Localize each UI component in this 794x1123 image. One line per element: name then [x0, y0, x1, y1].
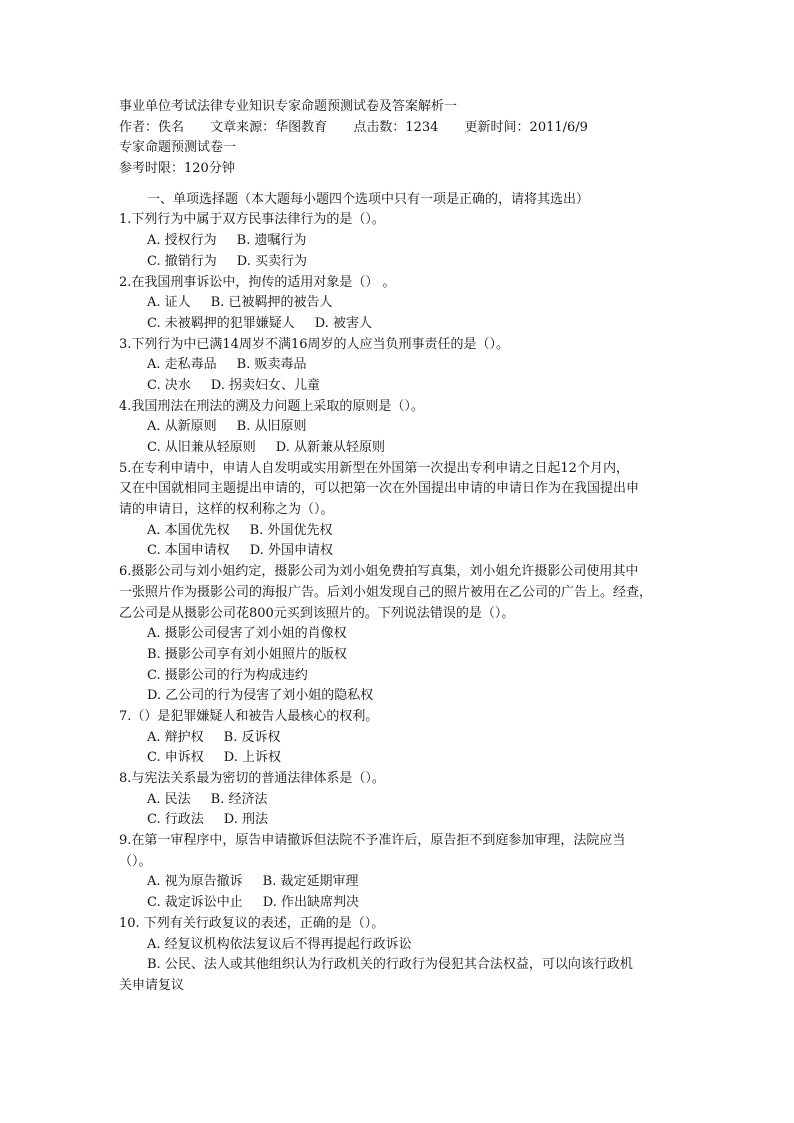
document-title: 事业单位考试法律专业知识专家命题预测试卷及答案解析一 — [119, 99, 458, 114]
answer-option: A. 经复议机构依法复议后不得再提起行政诉讼 — [147, 936, 412, 952]
option-row — [119, 955, 681, 976]
time-limit: 参考时限：120分钟 — [119, 161, 235, 177]
option-row — [119, 293, 681, 314]
option-row — [119, 686, 681, 707]
question-item — [119, 831, 681, 914]
answer-option: C. 行政法 — [147, 812, 204, 828]
answer-option: A. 授权行为 — [147, 233, 217, 249]
answer-option: B. 公民、法人或其他组织认为行政机关的行政行为侵犯其合法权益，可以向该行政机 — [147, 957, 633, 973]
option-row — [119, 417, 681, 438]
answer-option: B. 贩卖毒品 — [236, 357, 307, 373]
option-row — [119, 645, 681, 666]
question-stem-line: 8.与宪法关系最为密切的普通法律体系是（）。 — [119, 771, 385, 786]
option-row — [119, 872, 681, 893]
question-stem-line: 10. 下列有关行政复议的表述，正确的是（）。 — [119, 915, 385, 931]
question-item — [119, 769, 681, 831]
question-item — [119, 210, 681, 272]
answer-option: B. 经济法 — [210, 791, 268, 807]
option-row — [119, 541, 681, 562]
option-row — [119, 893, 681, 914]
question-item — [119, 707, 681, 769]
answer-option: D. 乙公司的行为侵害了刘小姐的隐私权 — [147, 688, 374, 704]
answer-option: D. 外国申请权 — [249, 543, 333, 559]
question-item — [119, 335, 681, 397]
answer-option: B. 裁定延期审理 — [262, 874, 359, 890]
question-item — [119, 914, 681, 997]
option-row — [119, 624, 681, 645]
option-row — [119, 252, 681, 273]
option-row — [119, 810, 681, 831]
question-list — [119, 210, 681, 996]
question-stem-line: 4.我国刑法在刑法的溯及力问题上采取的原则是（）。 — [119, 398, 424, 414]
answer-option: D. 从新兼从轻原则 — [275, 440, 385, 455]
source-text: 文章来源：华图教育 — [210, 119, 328, 135]
answer-option: B. 从旧原则 — [236, 419, 307, 435]
question-item — [119, 459, 681, 562]
option-row — [119, 355, 681, 376]
update-time: 更新时间：2011/6/9 — [464, 119, 588, 135]
question-stem-line: 乙公司是从摄影公司花800元买到该照片的。下列说法错误的是（）。 — [119, 605, 515, 621]
answer-option: A. 从新原则 — [147, 419, 217, 435]
option-row — [119, 314, 681, 335]
answer-option: D. 刑法 — [223, 812, 268, 828]
question-stem-line: （）。 — [119, 853, 152, 869]
question-stem-line: 3.下列行为中已满14周岁不满16周岁的人应当负刑事责任的是（）。 — [119, 336, 509, 352]
option-row — [119, 935, 681, 956]
question-stem-line: 6.摄影公司与刘小姐约定，摄影公司为刘小姐免费拍写真集，刘小姐允许摄影公司使用其中 — [119, 564, 639, 580]
option-row — [119, 748, 681, 769]
author-text: 作者：佚名 — [119, 119, 185, 135]
paper-subtitle: 专家命题预测试卷一 — [119, 140, 237, 156]
option-row — [119, 728, 681, 749]
article-meta — [119, 118, 681, 139]
option-continuation: 关申请复议 — [119, 977, 185, 993]
answer-option: A. 民法 — [147, 791, 191, 807]
answer-option: B. 已被羁押的被告人 — [210, 295, 333, 311]
question-stem-line: 1.下列行为中属于双方民事法律行为的是（）。 — [119, 212, 385, 228]
answer-option: C. 裁定诉讼中止 — [147, 895, 243, 911]
section-heading: 一、单项选择题（本大题每小题四个选项中只有一项是正确的，请将其选出） — [147, 191, 590, 207]
option-row — [119, 376, 681, 397]
answer-option: D. 上诉权 — [223, 750, 281, 766]
answer-option: D. 被害人 — [314, 315, 372, 331]
answer-option: A. 辩护权 — [147, 729, 204, 745]
question-stem-line: 9.在第一审程序中，原告申请撤诉但法院不予准许后，原告拒不到庭参加审理，法院应当 — [119, 833, 626, 849]
question-stem-line: 2.在我国刑事诉讼中，拘传的适用对象是（） 。 — [119, 274, 396, 290]
question-stem-line: 7.（）是犯罪嫌疑人和被告人最核心的权利。 — [119, 708, 379, 724]
answer-option: B. 遗嘱行为 — [236, 233, 307, 249]
question-stem-line: 5.在专利申请中，申请人自发明或实用新型在外国第一次提出专利申请之日起12个月内， — [119, 460, 629, 476]
answer-option: B. 摄影公司享有刘小姐照片的版权 — [147, 646, 347, 662]
option-row — [119, 666, 681, 687]
answer-option: B. 外国优先权 — [249, 522, 333, 538]
click-count: 点击数：1234 — [353, 119, 439, 135]
answer-option: C. 摄影公司的行为构成违约 — [147, 667, 308, 683]
answer-option: C. 撤销行为 — [147, 253, 217, 269]
document-body — [119, 97, 681, 997]
question-stem-line: 又在中国就相同主题提出申请的，可以把第一次在外国提出申请的申请日作为在我国提出申 — [119, 481, 640, 497]
option-row — [119, 231, 681, 252]
option-row — [119, 438, 681, 459]
answer-option: C. 从旧兼从轻原则 — [147, 440, 256, 455]
question-stem-line: 一张照片作为摄影公司的海报广告。后刘小姐发现自己的照片被用在乙公司的广告上。经查， — [119, 584, 653, 600]
answer-option: A. 本国优先权 — [147, 522, 230, 538]
answer-option: C. 未被羁押的犯罪嫌疑人 — [147, 315, 295, 331]
answer-option: D. 作出缺席判决 — [262, 895, 359, 911]
option-row — [119, 790, 681, 811]
answer-option: D. 买卖行为 — [236, 253, 307, 269]
question-stem-line: 请的申请日，这样的权利称之为（）。 — [119, 502, 334, 518]
answer-option: A. 视为原告撤诉 — [147, 874, 243, 890]
question-item — [119, 273, 681, 335]
answer-option: D. 拐卖妇女、儿童 — [210, 377, 320, 393]
answer-option: A. 证人 — [147, 295, 191, 311]
answer-option: A. 走私毒品 — [147, 357, 217, 373]
answer-option: C. 决水 — [147, 377, 191, 393]
answer-option: B. 反诉权 — [223, 729, 281, 745]
answer-option: A. 摄影公司侵害了刘小姐的肖像权 — [147, 626, 347, 642]
question-item — [119, 397, 681, 459]
option-row — [119, 521, 681, 542]
answer-option: C. 本国申请权 — [147, 543, 230, 559]
answer-option: C. 申诉权 — [147, 750, 204, 766]
question-item — [119, 562, 681, 707]
